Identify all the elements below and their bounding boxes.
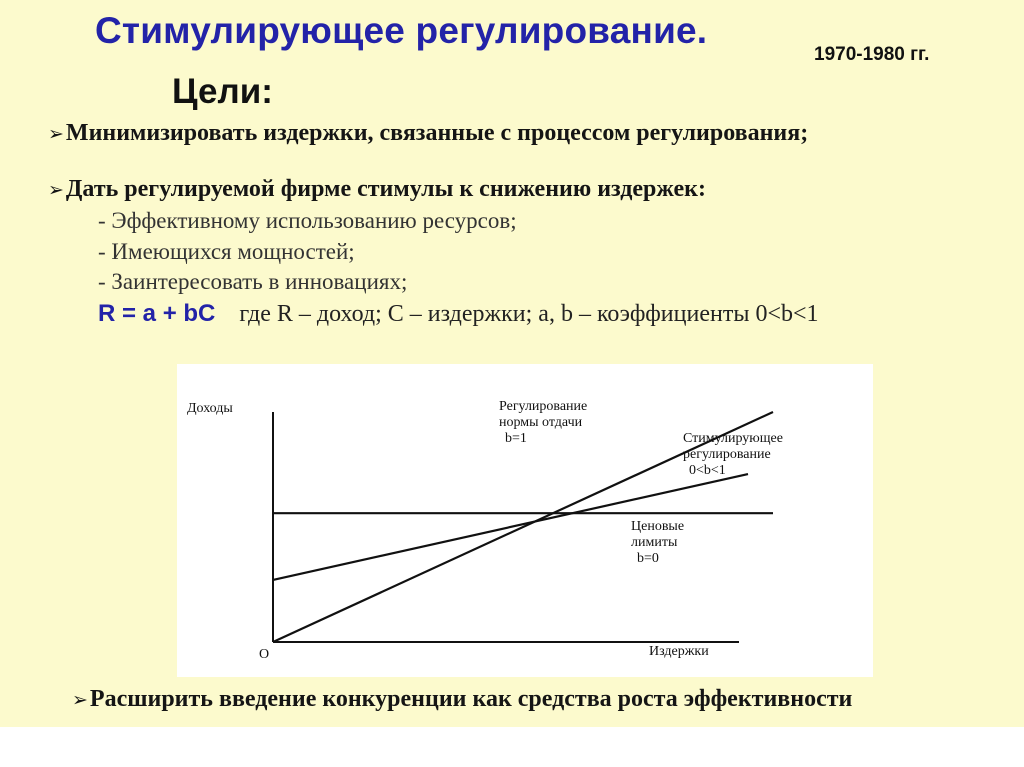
incentive-regulation-label-line: 0<b<1 (689, 463, 726, 478)
arrow-bullet-icon: ➢ (48, 179, 64, 201)
bullet-competition: ➢Расширить введение конкуренции как средства роста эффективности (72, 686, 853, 712)
bullet-incentives: ➢Дать регулируемой фирме стимулы к снижению издержек: (48, 176, 706, 202)
arrow-bullet-icon: ➢ (48, 123, 64, 145)
arrow-bullet-icon: ➢ (72, 689, 88, 711)
origin-label: O (259, 647, 270, 662)
bullet-minimize-costs: ➢Минимизировать издержки, связанные с процессом регулирования; (48, 120, 809, 146)
period-label: 1970-1980 гг. (814, 44, 930, 65)
rate-of-return-label (499, 399, 587, 446)
rate-of-return-label-line: Регулирование (499, 399, 588, 414)
price-cap-label-line: b=0 (637, 551, 659, 566)
price-cap-label-line: Ценовые (631, 519, 685, 534)
sub-item-innovation: - Заинтересовать в инновациях; (98, 269, 408, 294)
rate-of-return-label-line: b=1 (505, 431, 527, 446)
incentive-regulation-label-line: Стимулирующее (683, 431, 783, 446)
rate-of-return-label-line: нормы отдачи (499, 415, 583, 430)
incentive-regulation-label (683, 431, 783, 478)
y-axis-label: Доходы (187, 401, 233, 416)
regulation-chart (177, 364, 873, 677)
x-axis-label: Издержки (649, 644, 709, 659)
formula: R = a + bC (98, 300, 216, 327)
chart-svg (177, 364, 873, 677)
incentive-regulation-label-line: регулирование (683, 447, 771, 462)
price-cap-label (631, 519, 684, 566)
goals-heading: Цели: (172, 72, 273, 111)
formula-description: где R – доход; C – издержки; a, b – коэффициенты 0<b<1 (239, 301, 819, 327)
slide-title: Стимулирующее регулирование. (95, 10, 708, 51)
price-cap-label-line: лимиты (631, 535, 678, 550)
formula-row (98, 300, 819, 328)
sub-item-resources: - Эффективному использованию ресурсов; (98, 208, 517, 233)
sub-item-capacity: - Имеющихся мощностей; (98, 239, 355, 264)
